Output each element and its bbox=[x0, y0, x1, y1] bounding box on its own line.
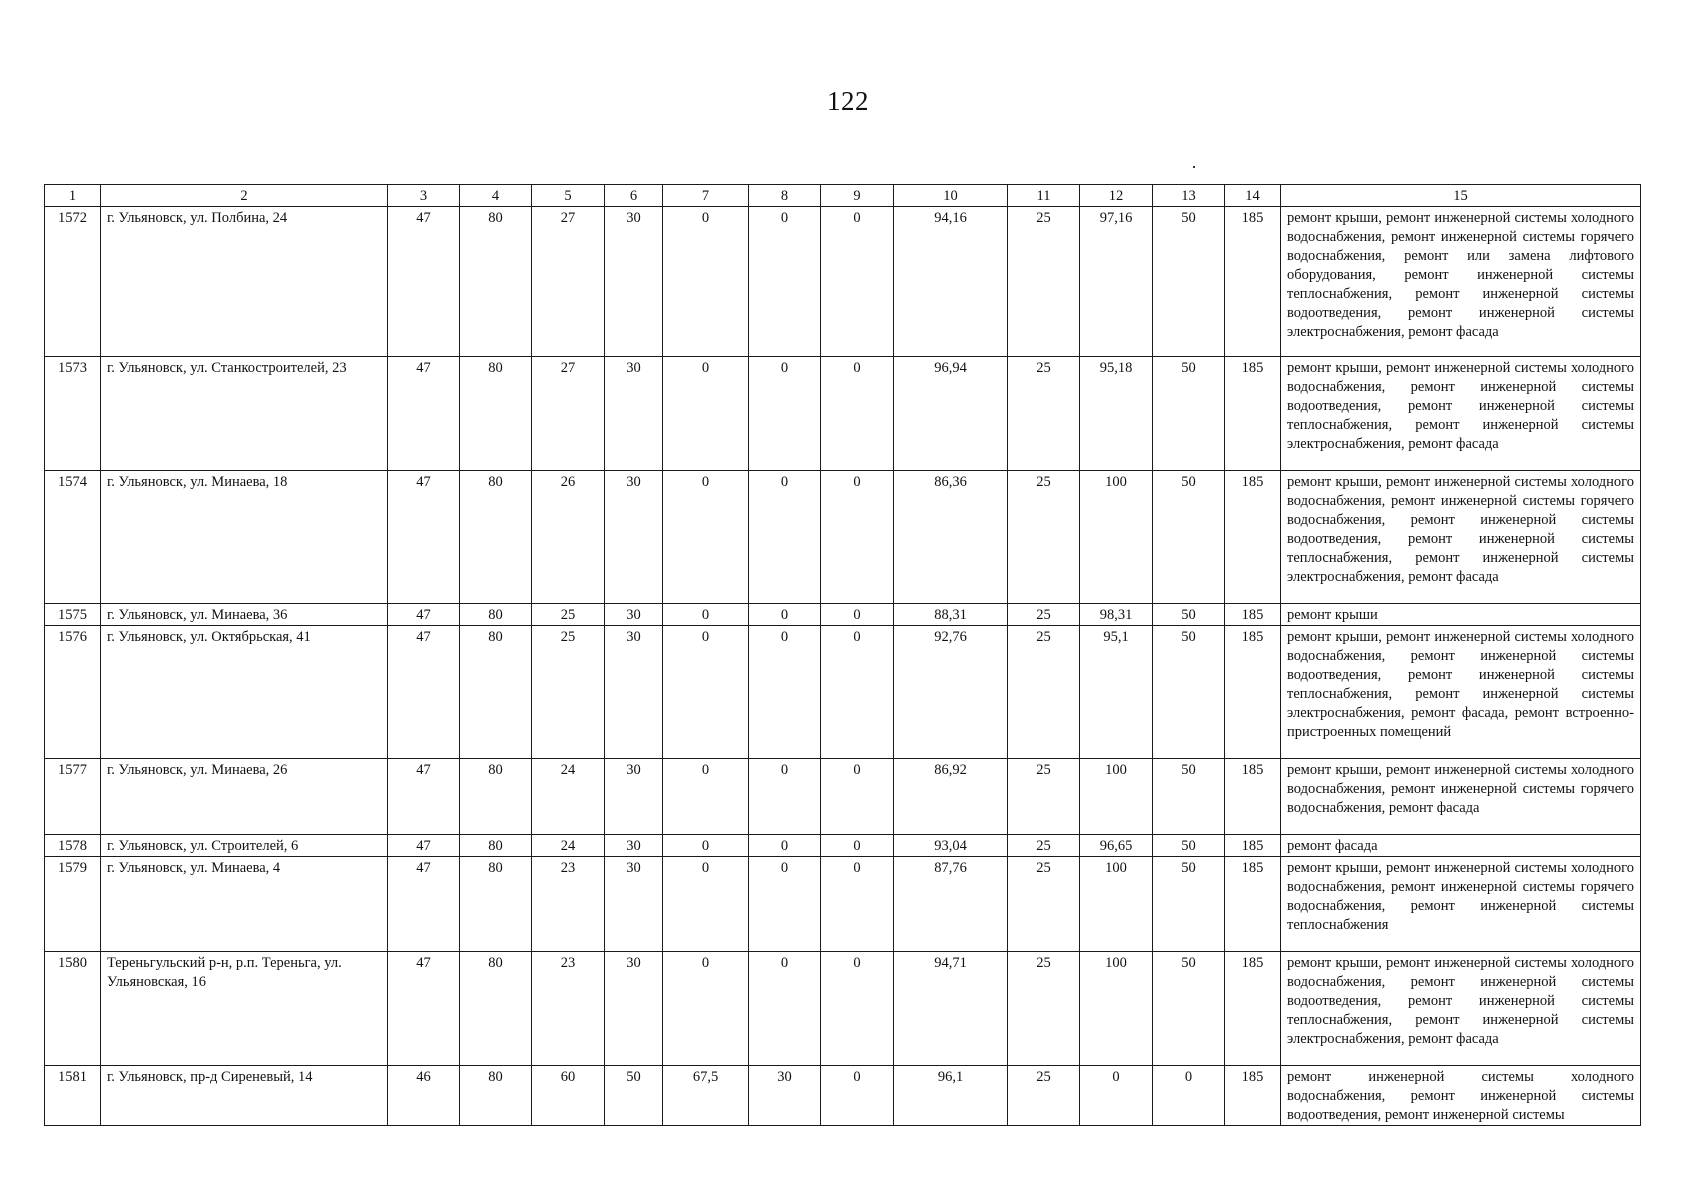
column-header: 14 bbox=[1225, 185, 1281, 207]
address: г. Ульяновск, ул. Станкостроителей, 23 bbox=[101, 357, 388, 471]
repair-works: ремонт инженерной системы холодного водоснабжения, ремонт инженерной системы водоотведения, ремонт инженерной системы bbox=[1281, 1066, 1641, 1126]
col-9-value: 0 bbox=[821, 1066, 894, 1126]
col-12-value: 100 bbox=[1080, 471, 1153, 604]
col-14-value: 185 bbox=[1225, 835, 1281, 857]
col-3-value: 47 bbox=[388, 835, 460, 857]
col-4-value: 80 bbox=[460, 471, 532, 604]
row-number: 1574 bbox=[45, 471, 101, 604]
column-header: 4 bbox=[460, 185, 532, 207]
address: г. Ульяновск, ул. Минаева, 18 bbox=[101, 471, 388, 604]
col-6-value: 50 bbox=[605, 1066, 663, 1126]
col-10-value: 96,94 bbox=[894, 357, 1008, 471]
col-7-value: 67,5 bbox=[663, 1066, 749, 1126]
col-7-value: 0 bbox=[663, 835, 749, 857]
col-5-value: 25 bbox=[532, 626, 605, 759]
col-13-value: 50 bbox=[1153, 835, 1225, 857]
col-10-value: 86,36 bbox=[894, 471, 1008, 604]
column-header: 13 bbox=[1153, 185, 1225, 207]
col-3-value: 47 bbox=[388, 471, 460, 604]
address: Тереньгульский р-н, р.п. Тереньга, ул. Ульяновская, 16 bbox=[101, 952, 388, 1066]
col-7-value: 0 bbox=[663, 626, 749, 759]
col-4-value: 80 bbox=[460, 626, 532, 759]
col-12-value: 97,16 bbox=[1080, 207, 1153, 357]
row-number: 1573 bbox=[45, 357, 101, 471]
col-13-value: 50 bbox=[1153, 471, 1225, 604]
col-7-value: 0 bbox=[663, 207, 749, 357]
col-3-value: 47 bbox=[388, 357, 460, 471]
col-9-value: 0 bbox=[821, 471, 894, 604]
col-14-value: 185 bbox=[1225, 207, 1281, 357]
column-header: 6 bbox=[605, 185, 663, 207]
table-row bbox=[45, 357, 1641, 471]
col-6-value: 30 bbox=[605, 626, 663, 759]
col-14-value: 185 bbox=[1225, 471, 1281, 604]
col-13-value: 50 bbox=[1153, 626, 1225, 759]
col-12-value: 95,18 bbox=[1080, 357, 1153, 471]
col-10-value: 94,16 bbox=[894, 207, 1008, 357]
col-5-value: 27 bbox=[532, 357, 605, 471]
col-5-value: 60 bbox=[532, 1066, 605, 1126]
table-row bbox=[45, 207, 1641, 357]
repair-works: ремонт крыши, ремонт инженерной системы холодного водоснабжения, ремонт инженерной системы водоотведения, ремонт инженерной системы теплоснабжения, ремонт инженерной системы электроснабжения, ремонт фасада bbox=[1281, 952, 1641, 1066]
address: г. Ульяновск, ул. Октябрьская, 41 bbox=[101, 626, 388, 759]
col-10-value: 87,76 bbox=[894, 857, 1008, 952]
col-10-value: 86,92 bbox=[894, 759, 1008, 835]
col-8-value: 0 bbox=[749, 835, 821, 857]
row-number: 1578 bbox=[45, 835, 101, 857]
col-9-value: 0 bbox=[821, 759, 894, 835]
column-header: 12 bbox=[1080, 185, 1153, 207]
col-11-value: 25 bbox=[1008, 857, 1080, 952]
col-9-value: 0 bbox=[821, 952, 894, 1066]
col-9-value: 0 bbox=[821, 626, 894, 759]
col-6-value: 30 bbox=[605, 857, 663, 952]
column-header: 3 bbox=[388, 185, 460, 207]
col-8-value: 0 bbox=[749, 207, 821, 357]
table-row bbox=[45, 952, 1641, 1066]
col-9-value: 0 bbox=[821, 857, 894, 952]
col-9-value: 0 bbox=[821, 604, 894, 626]
table-row bbox=[45, 857, 1641, 952]
repair-works: ремонт крыши, ремонт инженерной системы холодного водоснабжения, ремонт инженерной системы водоотведения, ремонт инженерной системы теплоснабжения, ремонт инженерной системы электроснабжения, ремонт фасада bbox=[1281, 357, 1641, 471]
col-13-value: 50 bbox=[1153, 604, 1225, 626]
col-4-value: 80 bbox=[460, 604, 532, 626]
col-11-value: 25 bbox=[1008, 357, 1080, 471]
col-5-value: 27 bbox=[532, 207, 605, 357]
col-13-value: 50 bbox=[1153, 759, 1225, 835]
col-7-value: 0 bbox=[663, 471, 749, 604]
col-13-value: 50 bbox=[1153, 857, 1225, 952]
column-number-row bbox=[45, 185, 1641, 207]
table-row bbox=[45, 471, 1641, 604]
col-3-value: 47 bbox=[388, 759, 460, 835]
col-9-value: 0 bbox=[821, 835, 894, 857]
col-10-value: 92,76 bbox=[894, 626, 1008, 759]
col-5-value: 26 bbox=[532, 471, 605, 604]
col-12-value: 100 bbox=[1080, 952, 1153, 1066]
col-11-value: 25 bbox=[1008, 207, 1080, 357]
repair-works: ремонт крыши, ремонт инженерной системы холодного водоснабжения, ремонт инженерной системы горячего водоснабжения, ремонт инженерной системы теплоснабжения bbox=[1281, 857, 1641, 952]
column-header: 9 bbox=[821, 185, 894, 207]
table-row bbox=[45, 759, 1641, 835]
col-4-value: 80 bbox=[460, 1066, 532, 1126]
address: г. Ульяновск, ул. Минаева, 26 bbox=[101, 759, 388, 835]
col-8-value: 0 bbox=[749, 626, 821, 759]
col-13-value: 50 bbox=[1153, 207, 1225, 357]
column-header: 15 bbox=[1281, 185, 1641, 207]
col-14-value: 185 bbox=[1225, 626, 1281, 759]
col-12-value: 96,65 bbox=[1080, 835, 1153, 857]
row-number: 1577 bbox=[45, 759, 101, 835]
col-14-value: 185 bbox=[1225, 759, 1281, 835]
address: г. Ульяновск, ул. Полбина, 24 bbox=[101, 207, 388, 357]
repair-works: ремонт фасада bbox=[1281, 835, 1641, 857]
col-13-value: 50 bbox=[1153, 952, 1225, 1066]
col-6-value: 30 bbox=[605, 207, 663, 357]
col-11-value: 25 bbox=[1008, 604, 1080, 626]
col-8-value: 0 bbox=[749, 471, 821, 604]
col-4-value: 80 bbox=[460, 835, 532, 857]
col-10-value: 94,71 bbox=[894, 952, 1008, 1066]
row-number: 1576 bbox=[45, 626, 101, 759]
table-row bbox=[45, 626, 1641, 759]
col-6-value: 30 bbox=[605, 952, 663, 1066]
col-14-value: 185 bbox=[1225, 1066, 1281, 1126]
col-12-value: 100 bbox=[1080, 857, 1153, 952]
col-3-value: 47 bbox=[388, 604, 460, 626]
col-14-value: 185 bbox=[1225, 604, 1281, 626]
col-4-value: 80 bbox=[460, 952, 532, 1066]
page-number: 122 bbox=[827, 86, 869, 116]
col-6-value: 30 bbox=[605, 357, 663, 471]
col-11-value: 25 bbox=[1008, 759, 1080, 835]
repair-works: ремонт крыши, ремонт инженерной системы холодного водоснабжения, ремонт инженерной системы водоотведения, ремонт инженерной системы теплоснабжения, ремонт инженерной системы электроснабжения, ремонт фасада, ремонт встроенно-пристроенных помещений bbox=[1281, 626, 1641, 759]
column-header: 7 bbox=[663, 185, 749, 207]
col-10-value: 88,31 bbox=[894, 604, 1008, 626]
col-6-value: 30 bbox=[605, 471, 663, 604]
column-header: 5 bbox=[532, 185, 605, 207]
col-12-value: 95,1 bbox=[1080, 626, 1153, 759]
repair-works: ремонт крыши, ремонт инженерной системы холодного водоснабжения, ремонт инженерной системы горячего водоснабжения, ремонт или замена лифтового оборудования, ремонт инженерной системы теплоснабжения, ремонт инженерной системы водоотведения, ремонт инженерной системы электроснабжения, ремонт фасада bbox=[1281, 207, 1641, 357]
col-9-value: 0 bbox=[821, 207, 894, 357]
col-5-value: 23 bbox=[532, 857, 605, 952]
repair-works: ремонт крыши, ремонт инженерной системы холодного водоснабжения, ремонт инженерной системы горячего водоснабжения, ремонт фасада bbox=[1281, 759, 1641, 835]
col-3-value: 46 bbox=[388, 1066, 460, 1126]
col-3-value: 47 bbox=[388, 952, 460, 1066]
col-7-value: 0 bbox=[663, 357, 749, 471]
row-number: 1579 bbox=[45, 857, 101, 952]
col-11-value: 25 bbox=[1008, 626, 1080, 759]
repair-works: ремонт крыши, ремонт инженерной системы холодного водоснабжения, ремонт инженерной системы горячего водоснабжения, ремонт инженерной системы водоотведения, ремонт инженерной системы теплоснабжения, ремонт инженерной системы электроснабжения, ремонт фасада bbox=[1281, 471, 1641, 604]
col-5-value: 24 bbox=[532, 759, 605, 835]
col-4-value: 80 bbox=[460, 857, 532, 952]
col-8-value: 0 bbox=[749, 759, 821, 835]
col-4-value: 80 bbox=[460, 357, 532, 471]
address: г. Ульяновск, ул. Строителей, 6 bbox=[101, 835, 388, 857]
column-header: 10 bbox=[894, 185, 1008, 207]
col-10-value: 96,1 bbox=[894, 1066, 1008, 1126]
address: г. Ульяновск, ул. Минаева, 36 bbox=[101, 604, 388, 626]
col-8-value: 0 bbox=[749, 857, 821, 952]
address: г. Ульяновск, ул. Минаева, 4 bbox=[101, 857, 388, 952]
col-13-value: 50 bbox=[1153, 357, 1225, 471]
col-8-value: 0 bbox=[749, 952, 821, 1066]
col-3-value: 47 bbox=[388, 626, 460, 759]
column-header: 2 bbox=[101, 185, 388, 207]
col-7-value: 0 bbox=[663, 857, 749, 952]
table-row bbox=[45, 835, 1641, 857]
col-12-value: 0 bbox=[1080, 1066, 1153, 1126]
row-number: 1572 bbox=[45, 207, 101, 357]
col-4-value: 80 bbox=[460, 759, 532, 835]
col-9-value: 0 bbox=[821, 357, 894, 471]
col-3-value: 47 bbox=[388, 207, 460, 357]
col-12-value: 98,31 bbox=[1080, 604, 1153, 626]
col-12-value: 100 bbox=[1080, 759, 1153, 835]
col-6-value: 30 bbox=[605, 604, 663, 626]
col-11-value: 25 bbox=[1008, 1066, 1080, 1126]
col-11-value: 25 bbox=[1008, 835, 1080, 857]
table-row bbox=[45, 604, 1641, 626]
col-5-value: 25 bbox=[532, 604, 605, 626]
col-3-value: 47 bbox=[388, 857, 460, 952]
col-7-value: 0 bbox=[663, 759, 749, 835]
col-8-value: 30 bbox=[749, 1066, 821, 1126]
col-8-value: 0 bbox=[749, 357, 821, 471]
row-number: 1580 bbox=[45, 952, 101, 1066]
repair-register-table bbox=[44, 184, 1641, 1126]
col-10-value: 93,04 bbox=[894, 835, 1008, 857]
col-14-value: 185 bbox=[1225, 857, 1281, 952]
col-4-value: 80 bbox=[460, 207, 532, 357]
col-13-value: 0 bbox=[1153, 1066, 1225, 1126]
address: г. Ульяновск, пр-д Сиреневый, 14 bbox=[101, 1066, 388, 1126]
row-number: 1575 bbox=[45, 604, 101, 626]
col-11-value: 25 bbox=[1008, 471, 1080, 604]
column-header: 8 bbox=[749, 185, 821, 207]
repair-works: ремонт крыши bbox=[1281, 604, 1641, 626]
table-row bbox=[45, 1066, 1641, 1126]
col-11-value: 25 bbox=[1008, 952, 1080, 1066]
col-7-value: 0 bbox=[663, 604, 749, 626]
col-14-value: 185 bbox=[1225, 952, 1281, 1066]
col-6-value: 30 bbox=[605, 835, 663, 857]
column-header: 1 bbox=[45, 185, 101, 207]
col-7-value: 0 bbox=[663, 952, 749, 1066]
col-8-value: 0 bbox=[749, 604, 821, 626]
col-5-value: 24 bbox=[532, 835, 605, 857]
col-6-value: 30 bbox=[605, 759, 663, 835]
column-header: 11 bbox=[1008, 185, 1080, 207]
col-14-value: 185 bbox=[1225, 357, 1281, 471]
row-number: 1581 bbox=[45, 1066, 101, 1126]
scan-dot bbox=[1193, 166, 1195, 168]
col-5-value: 23 bbox=[532, 952, 605, 1066]
